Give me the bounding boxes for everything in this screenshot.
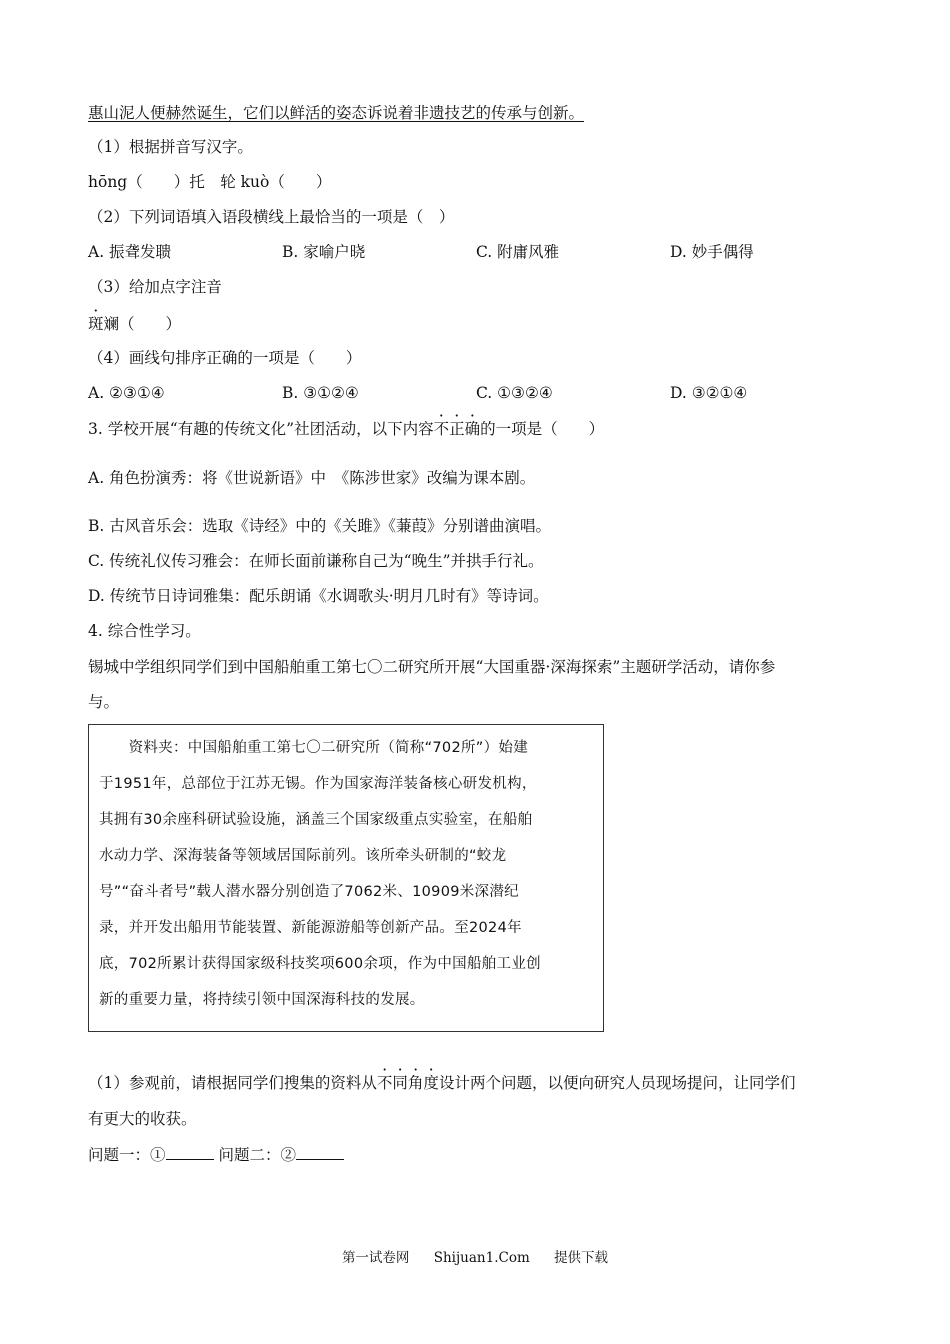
q2-sub4-option-b: B. ③①②④ [282, 384, 359, 402]
answer-1-blank[interactable] [166, 1145, 214, 1160]
q3-option-d: D. 传统节日诗词雅集：配乐朗诵《水调歌头·明月几时有》等诗词。 [88, 587, 549, 605]
q2-sub2-option-c: C. 附庸风雅 [476, 243, 560, 261]
q2-sub4-option-d: D. ③②①④ [670, 384, 748, 402]
material-box [88, 724, 604, 1032]
q3-option-a: A. 角色扮演秀：将《世说新语》中 《陈涉世家》改编为课本剧。 [88, 469, 536, 487]
page-footer [0, 1246, 950, 1266]
q3-stem-part-b: 的一项是（ ） [480, 420, 605, 438]
q2-sub2-option-a: A. 振聋发聩 [88, 243, 172, 261]
q3-dotted-word [434, 420, 481, 438]
q2-sub3-prompt: （3）给加点字注音 [88, 278, 222, 296]
q3-stem-part-a: 3. 学校开展“有趣的传统文化”社团活动，以下内容 [88, 420, 434, 438]
footer-site-domain: Shijuan1.Com [433, 1250, 530, 1266]
q4-sub1-line-2: 有更大的收获。 [88, 1110, 197, 1128]
q4-intro-line-1: 锡城中学组织同学们到中国船舶重工第七〇二研究所开展“大国重器·深海探索”主题研学活动，请你参 [88, 658, 776, 676]
answer-2-label: 问题二：② [218, 1146, 296, 1164]
dotted-char: 正 [449, 420, 465, 438]
q2-sub4-option-c: C. ①③②④ [476, 384, 553, 402]
material-line-3: 其拥有30余座科研试验设施，涵盖三个国家级重点实验室，在船舶 [99, 812, 533, 828]
dotted-char: 斑 [88, 315, 104, 333]
q3-option-b: B. 古风音乐会：选取《诗经》中的《关雎》《蒹葭》分别谱曲演唱。 [88, 517, 551, 535]
answer-2-blank[interactable] [296, 1145, 344, 1160]
q2-sub1-prompt: （1）根据拼音写汉字。 [88, 138, 253, 156]
dotted-char: 不 [376, 1074, 393, 1092]
q4-intro-line-2: 与。 [88, 693, 120, 711]
q4-sub1-part-b: 设计两个问题，以便向研究人员现场提问，让同学们 [438, 1074, 796, 1092]
footer-suffix: 提供下载 [554, 1250, 609, 1266]
q2-sub2-option-b: B. 家喻户晓 [282, 243, 366, 261]
dotted-char: 不 [433, 420, 450, 438]
intro-underlined-sentence: 惠山泥人便赫然诞生，它们以鲜活的姿态诉说着非遗技艺的传承与创新。 [88, 104, 585, 122]
q2-sub1-pinyin-line: hōng（ ）托 轮 kuò（ ） [88, 173, 332, 191]
q2-sub3-rest: 斓（ ） [103, 315, 182, 333]
q2-sub2-prompt: （2）下列词语填入语段横线上最恰当的一项是（ ） [88, 208, 455, 226]
material-line-2: 于1951年，总部位于江苏无锡。作为国家海洋装备核心研发机构， [99, 776, 537, 792]
q2-sub4-option-a: A. ②③①④ [88, 384, 165, 402]
dotted-char: 角 [407, 1074, 424, 1092]
answer-1-label: 问题一：① [88, 1146, 166, 1164]
q2-sub3-word [88, 313, 181, 335]
material-line-8: 新的重要力量，将持续引领中国深海科技的发展。 [99, 992, 425, 1008]
q3-option-c: C. 传统礼仪传习雅会：在师长面前谦称自己为“晚生”并拱手行礼。 [88, 552, 544, 570]
footer-site-name: 第一试卷网 [341, 1250, 410, 1266]
material-line-6: 录，并开发出船用节能装置、新能源游船等创新产品。至2024年 [99, 920, 522, 936]
dotted-char: 同 [392, 1074, 408, 1092]
q3-stem [88, 418, 604, 440]
material-line-7: 底，702所累计获得国家级科技奖项600余项，作为中国船舶工业创 [99, 956, 541, 972]
dotted-char: 确 [464, 420, 481, 438]
material-line-5: 号”“奋斗者号”载人潜水器分别创造了7062米、10909米深潜纪 [99, 884, 519, 900]
material-line-1: 资料夹：中国船舶重工第七〇二研究所（简称“702所”）始建 [99, 740, 528, 756]
material-line-4: 水动力学、深海装备等领域居国际前列。该所牵头研制的“蛟龙 [99, 848, 507, 864]
q4-dotted-word [377, 1074, 439, 1092]
q4-sub1-part-a: （1）参观前，请根据同学们搜集的资料从 [88, 1074, 377, 1092]
q4-sub1-prompt [88, 1072, 795, 1094]
answer-line [88, 1144, 344, 1166]
q2-sub4-prompt: （4）画线句排序正确的一项是（ ） [88, 349, 362, 367]
dotted-char: 度 [423, 1074, 439, 1092]
q2-sub2-option-d: D. 妙手偶得 [670, 243, 754, 261]
q4-title: 4. 综合性学习。 [88, 622, 201, 640]
